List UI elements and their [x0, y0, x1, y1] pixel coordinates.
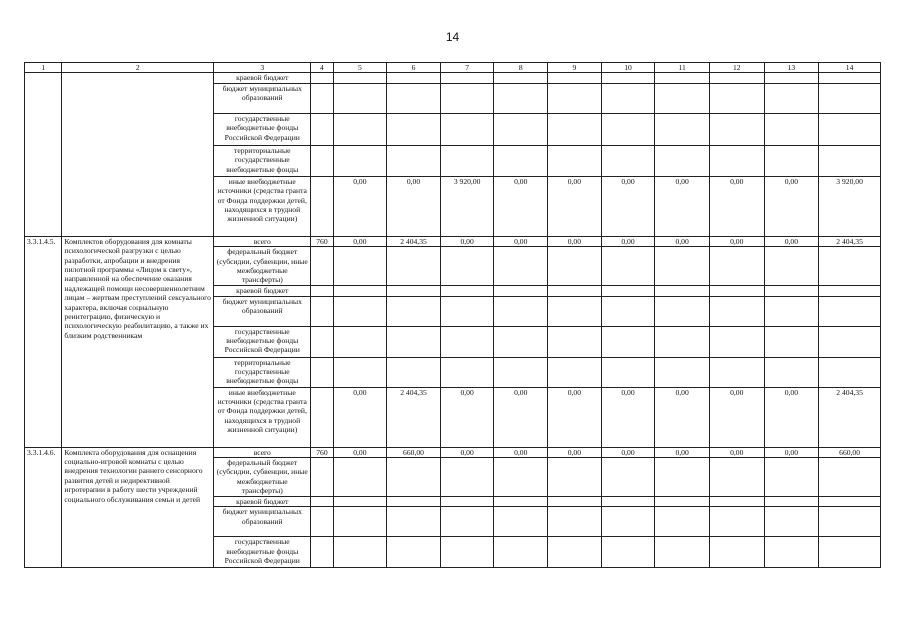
value-cell — [601, 286, 655, 296]
value-cell — [548, 247, 602, 286]
value-cell — [333, 113, 387, 145]
value-cell — [709, 326, 764, 357]
funding-source: бюджет муниципальных образований — [214, 83, 311, 113]
value-cell — [494, 507, 548, 537]
value-cell — [440, 296, 494, 326]
value-cell — [387, 537, 441, 568]
value-cell — [709, 286, 764, 296]
value-cell: 3 920,00 — [440, 176, 494, 236]
value-cell — [819, 458, 881, 497]
value-cell: 660,00 — [387, 447, 441, 457]
value-cell: 0,00 — [655, 176, 710, 236]
funding-source: краевой бюджет — [214, 73, 311, 83]
value-cell — [333, 537, 387, 568]
column-4-cell — [311, 357, 333, 387]
column-4-cell: 760 — [311, 447, 333, 457]
column-4-cell — [311, 326, 333, 357]
funding-source: государственные внебюджетные фонды Российской Федерации — [214, 113, 311, 145]
value-cell — [819, 145, 881, 176]
value-cell: 2 404,35 — [387, 236, 441, 246]
value-cell — [601, 247, 655, 286]
value-cell — [387, 145, 441, 176]
value-cell: 0,00 — [709, 236, 764, 246]
value-cell: 0,00 — [764, 387, 819, 447]
value-cell: 0,00 — [440, 447, 494, 457]
budget-table — [24, 62, 881, 568]
value-cell — [387, 507, 441, 537]
value-cell — [601, 145, 655, 176]
value-cell: 0,00 — [440, 236, 494, 246]
value-cell — [819, 83, 881, 113]
value-cell — [709, 247, 764, 286]
value-cell — [333, 357, 387, 387]
column-header: 9 — [548, 63, 602, 73]
value-cell — [601, 113, 655, 145]
column-4-cell — [311, 145, 333, 176]
value-cell — [494, 113, 548, 145]
value-cell: 0,00 — [601, 236, 655, 246]
value-cell — [655, 73, 710, 83]
value-cell — [440, 357, 494, 387]
value-cell — [709, 83, 764, 113]
value-cell — [764, 247, 819, 286]
column-header: 5 — [333, 63, 387, 73]
item-title: Комплектов оборудования для комнаты психологической разгрузки с целью разработки, апробации и внедрения пилотной программы «Лицом к свету», направленной на обеспечение оказания надлежащей помощи несовершеннолетним лицам – жертвам преступлений сексуального характера, включая социальную реинтеграцию, физическую и психологическую реабилитацию, а также их близким родственникам — [62, 236, 214, 447]
value-cell — [440, 83, 494, 113]
column-header: 3 — [214, 63, 311, 73]
value-cell — [333, 145, 387, 176]
value-cell — [601, 357, 655, 387]
value-cell — [333, 73, 387, 83]
column-4-cell — [311, 176, 333, 236]
value-cell — [601, 326, 655, 357]
column-header: 8 — [494, 63, 548, 73]
value-cell — [387, 357, 441, 387]
value-cell — [440, 537, 494, 568]
column-4-cell — [311, 507, 333, 537]
value-cell: 0,00 — [333, 447, 387, 457]
column-4-cell — [311, 537, 333, 568]
value-cell: 0,00 — [494, 447, 548, 457]
column-4-cell — [311, 83, 333, 113]
value-cell: 0,00 — [548, 176, 602, 236]
value-cell: 2 404,35 — [387, 387, 441, 447]
value-cell — [655, 247, 710, 286]
funding-source: федеральный бюджет (субсидии, субвенции, иные межбюджетные трансферты) — [214, 247, 311, 286]
value-cell — [709, 497, 764, 507]
column-header-row — [25, 63, 881, 73]
item-title: Комплекта оборудования для оснащения социально-игровой комнаты с целью внедрения технологии раннего сенсорного развития детей и недирективной игротерапии в работу шести учреждений социального обслуживания семьи и детей — [62, 447, 214, 568]
column-4-cell — [311, 247, 333, 286]
value-cell — [440, 286, 494, 296]
column-header: 2 — [62, 63, 214, 73]
funding-source: государственные внебюджетные фонды Российской Федерации — [214, 537, 311, 568]
value-cell — [440, 145, 494, 176]
column-4-cell: 760 — [311, 236, 333, 246]
value-cell — [601, 537, 655, 568]
value-cell — [764, 113, 819, 145]
value-cell: 0,00 — [601, 176, 655, 236]
value-cell — [494, 296, 548, 326]
value-cell — [494, 286, 548, 296]
column-header: 7 — [440, 63, 494, 73]
column-4-cell — [311, 296, 333, 326]
item-code — [25, 73, 62, 236]
value-cell — [494, 247, 548, 286]
value-cell — [548, 296, 602, 326]
value-cell: 0,00 — [548, 447, 602, 457]
item-title — [62, 73, 214, 236]
value-cell — [655, 145, 710, 176]
value-cell — [655, 296, 710, 326]
funding-source: федеральный бюджет (субсидии, субвенции, иные межбюджетные трансферты) — [214, 458, 311, 497]
value-cell — [819, 286, 881, 296]
value-cell — [333, 247, 387, 286]
column-header: 14 — [819, 63, 881, 73]
funding-source: всего — [214, 236, 311, 246]
value-cell — [655, 357, 710, 387]
value-cell: 0,00 — [764, 447, 819, 457]
value-cell — [601, 83, 655, 113]
value-cell: 0,00 — [709, 176, 764, 236]
value-cell — [494, 83, 548, 113]
value-cell: 0,00 — [333, 387, 387, 447]
funding-source: территориальные государственные внебюджетные фонды — [214, 145, 311, 176]
value-cell — [764, 458, 819, 497]
value-cell — [764, 296, 819, 326]
value-cell — [764, 286, 819, 296]
table-row — [25, 447, 881, 457]
funding-source: иные внебюджетные источники (средства гранта от Фонда поддержки детей, находящихся в трудной жизненной ситуации) — [214, 176, 311, 236]
value-cell — [548, 326, 602, 357]
value-cell — [494, 537, 548, 568]
value-cell — [333, 497, 387, 507]
value-cell: 0,00 — [494, 176, 548, 236]
value-cell — [764, 357, 819, 387]
funding-source: бюджет муниципальных образований — [214, 296, 311, 326]
value-cell — [764, 507, 819, 537]
value-cell: 0,00 — [387, 176, 441, 236]
value-cell — [387, 286, 441, 296]
value-cell — [819, 113, 881, 145]
value-cell — [548, 145, 602, 176]
value-cell — [387, 247, 441, 286]
value-cell — [440, 326, 494, 357]
value-cell — [819, 537, 881, 568]
value-cell — [494, 326, 548, 357]
value-cell — [601, 296, 655, 326]
value-cell — [387, 73, 441, 83]
value-cell: 0,00 — [601, 387, 655, 447]
value-cell — [548, 113, 602, 145]
value-cell — [494, 357, 548, 387]
value-cell — [440, 497, 494, 507]
value-cell: 0,00 — [601, 447, 655, 457]
value-cell: 2 404,35 — [819, 236, 881, 246]
column-header: 6 — [387, 63, 441, 73]
value-cell: 0,00 — [440, 387, 494, 447]
value-cell — [709, 296, 764, 326]
value-cell — [548, 73, 602, 83]
value-cell — [548, 458, 602, 497]
value-cell — [333, 507, 387, 537]
value-cell: 0,00 — [655, 387, 710, 447]
column-header: 13 — [764, 63, 819, 73]
value-cell — [709, 113, 764, 145]
funding-source: государственные внебюджетные фонды Российской Федерации — [214, 326, 311, 357]
value-cell — [709, 507, 764, 537]
value-cell: 0,00 — [764, 236, 819, 246]
value-cell — [764, 537, 819, 568]
value-cell: 0,00 — [709, 387, 764, 447]
funding-source: иные внебюджетные источники (средства гранта от Фонда поддержки детей, находящихся в трудной жизненной ситуации) — [214, 387, 311, 447]
column-4-cell — [311, 113, 333, 145]
column-4-cell — [311, 387, 333, 447]
value-cell — [548, 537, 602, 568]
value-cell: 0,00 — [333, 176, 387, 236]
value-cell — [494, 497, 548, 507]
value-cell — [494, 458, 548, 497]
value-cell — [387, 497, 441, 507]
value-cell: 3 920,00 — [819, 176, 881, 236]
value-cell — [494, 145, 548, 176]
value-cell — [655, 537, 710, 568]
value-cell: 2 404,35 — [819, 387, 881, 447]
column-header: 4 — [311, 63, 333, 73]
table-row — [25, 73, 881, 83]
value-cell — [548, 497, 602, 507]
value-cell — [601, 507, 655, 537]
value-cell — [601, 497, 655, 507]
value-cell — [655, 458, 710, 497]
value-cell — [333, 458, 387, 497]
value-cell — [333, 83, 387, 113]
value-cell: 0,00 — [655, 447, 710, 457]
column-header: 11 — [655, 63, 710, 73]
value-cell — [764, 145, 819, 176]
value-cell — [655, 507, 710, 537]
item-code: 3.3.1.4.6. — [25, 447, 62, 568]
value-cell — [764, 83, 819, 113]
value-cell — [440, 113, 494, 145]
value-cell — [387, 458, 441, 497]
value-cell: 0,00 — [709, 447, 764, 457]
table-row — [25, 236, 881, 246]
value-cell — [655, 83, 710, 113]
funding-source: всего — [214, 447, 311, 457]
column-4-cell — [311, 286, 333, 296]
value-cell — [709, 145, 764, 176]
value-cell — [655, 113, 710, 145]
value-cell — [333, 326, 387, 357]
value-cell: 0,00 — [764, 176, 819, 236]
value-cell: 0,00 — [494, 236, 548, 246]
value-cell — [819, 357, 881, 387]
value-cell — [601, 458, 655, 497]
value-cell — [709, 357, 764, 387]
funding-source: краевой бюджет — [214, 497, 311, 507]
value-cell — [548, 83, 602, 113]
value-cell: 0,00 — [548, 236, 602, 246]
value-cell — [709, 458, 764, 497]
column-4-cell — [311, 73, 333, 83]
funding-source: краевой бюджет — [214, 286, 311, 296]
value-cell — [440, 73, 494, 83]
value-cell — [764, 73, 819, 83]
value-cell — [709, 73, 764, 83]
value-cell — [548, 357, 602, 387]
value-cell: 0,00 — [548, 387, 602, 447]
value-cell — [819, 247, 881, 286]
value-cell — [440, 507, 494, 537]
column-header: 10 — [601, 63, 655, 73]
value-cell — [655, 326, 710, 357]
value-cell — [601, 73, 655, 83]
value-cell — [819, 296, 881, 326]
value-cell — [333, 296, 387, 326]
column-header: 12 — [709, 63, 764, 73]
item-code: 3.3.1.4.5. — [25, 236, 62, 447]
column-4-cell — [311, 497, 333, 507]
value-cell — [819, 497, 881, 507]
value-cell: 0,00 — [655, 236, 710, 246]
value-cell — [764, 326, 819, 357]
value-cell — [655, 286, 710, 296]
value-cell — [655, 497, 710, 507]
funding-source: бюджет муниципальных образований — [214, 507, 311, 537]
value-cell: 0,00 — [333, 236, 387, 246]
funding-source: территориальные государственные внебюджетные фонды — [214, 357, 311, 387]
value-cell — [819, 73, 881, 83]
value-cell — [333, 286, 387, 296]
value-cell — [494, 73, 548, 83]
column-4-cell — [311, 458, 333, 497]
value-cell — [764, 497, 819, 507]
value-cell — [440, 247, 494, 286]
value-cell — [387, 296, 441, 326]
value-cell — [387, 83, 441, 113]
value-cell — [387, 113, 441, 145]
value-cell — [709, 537, 764, 568]
value-cell — [548, 286, 602, 296]
page-number: 14 — [445, 30, 460, 44]
value-cell — [819, 507, 881, 537]
value-cell — [548, 507, 602, 537]
value-cell — [387, 326, 441, 357]
column-header: 1 — [25, 63, 62, 73]
value-cell — [440, 458, 494, 497]
value-cell: 0,00 — [494, 387, 548, 447]
value-cell — [819, 326, 881, 357]
value-cell: 660,00 — [819, 447, 881, 457]
